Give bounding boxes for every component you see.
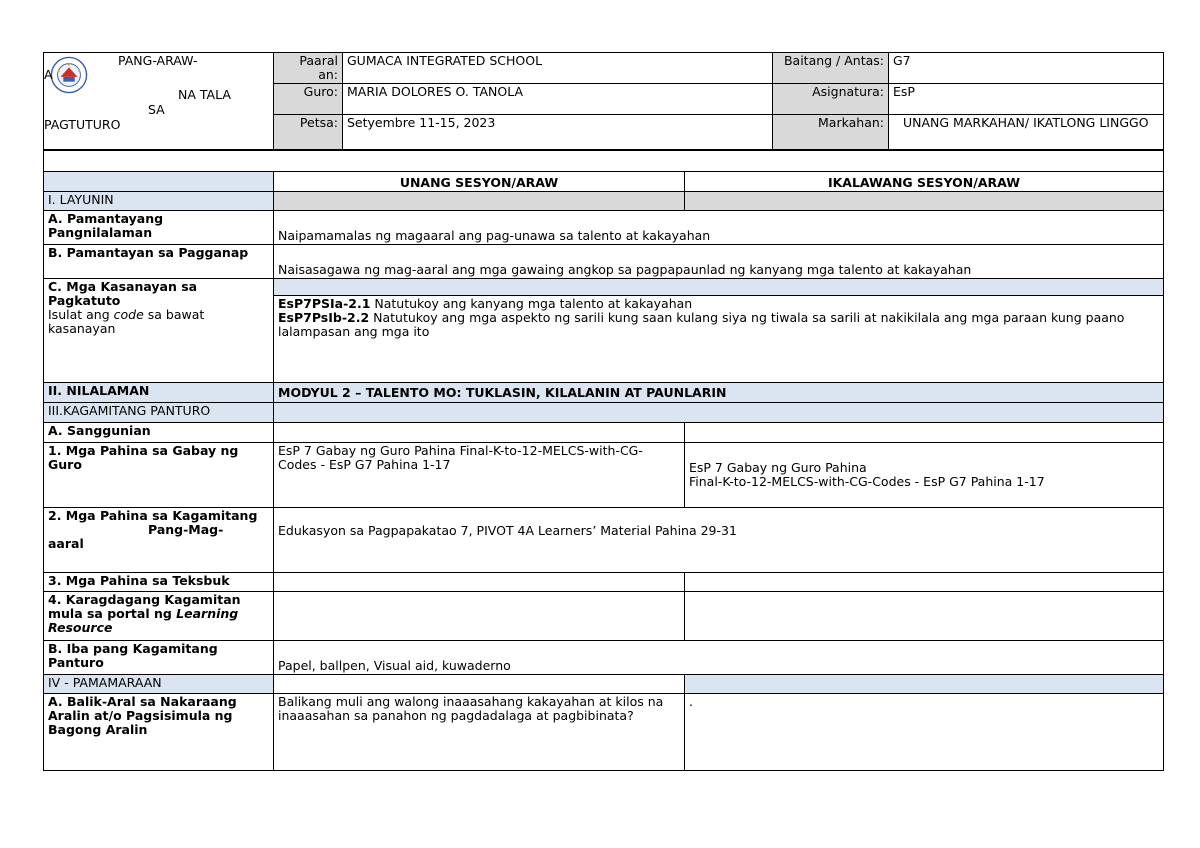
gabay-ng-guro-ikalawang: EsP 7 Gabay ng Guro Pahina Final-K-to-12-MELCS-with-CG-Codes - EsP G7 Pahina 1-17 <box>685 443 1164 508</box>
paaralan-label: Paaral an: <box>274 53 343 84</box>
kasanayan-label: C. Mga Kasanayan sa Pagkatuto Isulat ang code sa bawat kasanayan <box>44 279 274 383</box>
balik-aral-ikalawang: . <box>685 694 1164 771</box>
competency-text-2: Natutukoy ang mga aspekto ng sarili kung saan kulang siya ng tiwala sa sarili at nakikilala ang mga paraan kung paano lalampasan ang mga ito <box>278 310 1125 339</box>
karagdagang-kagamitan-label: 4. Karagdagang Kagamitan mula sa portal ng Learning Resource <box>44 592 274 641</box>
pamantayan-sa-pagganap-value: Naisasagawa ng mag-aaral ang mga gawaing angkop sa pagpapaunlad ng kanyang mga talento at kakayahan <box>274 245 1164 279</box>
balik-aral-label: A. Balik-Aral sa Nakaraang Aralin at/o Pagsisimula ng Bagong Aralin <box>44 694 274 771</box>
spacer-row <box>44 151 1164 172</box>
paaralan-value: GUMACA INTEGRATED SCHOOL <box>343 53 773 84</box>
kasanayan-value <box>274 296 1164 383</box>
title-line-3: NA TALA <box>178 87 231 102</box>
header-table <box>43 52 1164 150</box>
balik-aral-unang: Balikang muli ang walong inaaasahang kakayahan at kilos na inaaasahan sa panahon ng pagdadalaga at pagbibinata? <box>274 694 685 771</box>
petsa-label: Petsa: <box>274 115 343 150</box>
title-cell <box>44 53 274 150</box>
guro-label: Guro: <box>274 84 343 115</box>
section-pamamaraan: IV - PAMAMARAAN <box>44 675 274 694</box>
baitang-label: Baitang / Antas: <box>773 53 889 84</box>
column-header-unang: UNANG SESYON/ARAW <box>274 172 685 192</box>
gabay-ng-guro-label: 1. Mga Pahina sa Gabay ng Guro <box>44 443 274 508</box>
petsa-value: Setyembre 11-15, 2023 <box>343 115 773 150</box>
kagamitang-pang-mag-aaral-label: 2. Mga Pahina sa Kagamitang Pang-Mag- aaral <box>44 508 274 573</box>
guro-value: MARIA DOLORES O. TANOLA <box>343 84 773 115</box>
baitang-value: G7 <box>889 53 1164 84</box>
column-header-blank <box>44 172 274 192</box>
competency-code-2: EsP7PsIb-2.2 <box>278 310 370 325</box>
pamantayang-pangnilalaman-label: A. Pamantayang Pangnilalaman <box>44 211 274 245</box>
column-header-ikalawang: IKALAWANG SESYON/ARAW <box>685 172 1164 192</box>
title-line-1: PANG-ARAW- <box>118 53 198 68</box>
sanggunian-label: A. Sanggunian <box>44 423 274 443</box>
lesson-plan-table <box>43 150 1164 771</box>
gabay-ng-guro-unang: EsP 7 Gabay ng Guro Pahina Final-K-to-12-MELCS-with-CG-Codes - EsP G7 Pahina 1-17 <box>274 443 685 508</box>
section-nilalaman: II. NILALAMAN <box>44 383 274 403</box>
asignatura-label: Asignatura: <box>773 84 889 115</box>
teksbuk-label: 3. Mga Pahina sa Teksbuk <box>44 573 274 592</box>
competency-text-1: Natutukoy ang kanyang mga talento at kakayahan <box>370 296 693 311</box>
title-line-2: A <box>44 67 53 82</box>
markahan-value: UNANG MARKAHAN/ IKATLONG LINGGO <box>889 115 1164 150</box>
title-line-4: SA <box>148 102 165 117</box>
kagamitang-pang-mag-aaral-value: Edukasyon sa Pagpapakatao 7, PIVOT 4A Learners’ Material Pahina 29-31 <box>274 508 1164 573</box>
competency-code-1: EsP7PSIa-2.1 <box>278 296 371 311</box>
pamantayang-pangnilalaman-value: Naipamamalas ng magaaral ang pag-unawa sa talento at kakayahan <box>274 211 1164 245</box>
kasanayan-label-title: C. Mga Kasanayan sa Pagkatuto <box>48 279 198 308</box>
deped-seal-icon <box>50 56 88 94</box>
kasanayan-code-word: code <box>113 307 144 322</box>
iba-pang-kagamitan-label: B. Iba pang Kagamitang Panturo <box>44 641 274 675</box>
nilalaman-value: MODYUL 2 – TALENTO MO: TUKLASIN, KILALANIN AT PAUNLARIN <box>274 383 1164 403</box>
asignatura-value: EsP <box>889 84 1164 115</box>
pamantayan-sa-pagganap-label: B. Pamantayan sa Pagganap <box>44 245 274 279</box>
iba-pang-kagamitan-value: Papel, ballpen, Visual aid, kuwaderno <box>274 641 1164 675</box>
section-layunin: I. LAYUNIN <box>44 192 274 211</box>
markahan-label: Markahan: <box>773 115 889 150</box>
section-kagamitan: III.KAGAMITANG PANTURO <box>44 403 274 423</box>
title-line-5: PAGTUTURO <box>44 117 121 132</box>
